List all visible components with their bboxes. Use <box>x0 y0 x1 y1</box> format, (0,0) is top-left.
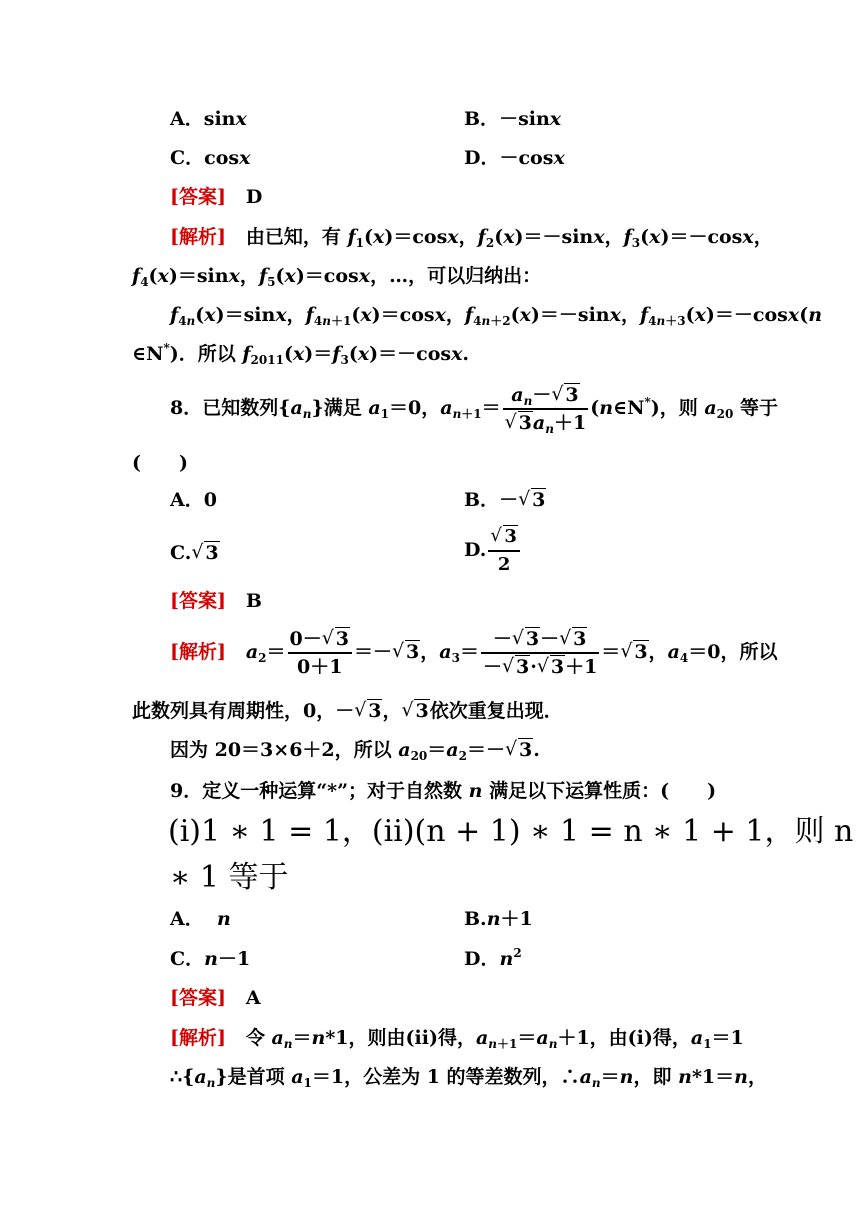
q8-stem: 8．已知数列$\{a_n\}$满足 $a_1=0$，$a_{n+1}=$ $a_n-√$ 3 √ $3a_n+1$ (n∈N*)，则 $a_{20}$ 等于 <box>170 382 778 436</box>
q9-answer: [答案] A <box>170 987 261 1009</box>
q8-analysis-line1: [解析] $a_2=$ $\frac{0-√ 3}{0+1}$ ＝－√ 3，$a_3=$ $\frac{-√ 3-√ 3}{-√ 3\cdot√ 3+1}$ ＝√ 3，$a_4=0$，所以 <box>170 626 777 680</box>
q9-property-line1: (ⅰ)1 ∗ 1 = 1，(ⅱ)(n + 1) ∗ 1 = n ∗ 1 + 1，则 n <box>168 814 854 849</box>
q9-option-d: D．$n^2$ <box>464 946 522 970</box>
q9-option-b: B.n＋1 <box>464 908 533 930</box>
q7-analysis-line2: $f_4(x)=\sin x$，$f_5(x)=\cos x$，…，可以归纳出： <box>132 265 542 289</box>
q9-property-line2: ∗ 1 等于 <box>170 860 289 895</box>
q7-option-d: D．－cosx <box>464 147 565 169</box>
q7-answer: [答案] D <box>170 186 263 208</box>
q8-option-a: A．0 <box>170 489 217 511</box>
q7-analysis-line3: $f_{4n}(x)=\sin x$，$f_{4n+1}(x)=\cos x$，$f_{4n+2}(x)=-\sin x$，$f_{4n+3}(x)=-\cos x(n$ <box>170 304 823 328</box>
analysis-tag: [解析] <box>170 641 226 663</box>
q7-option-b: B．－sinx <box>464 108 562 130</box>
analysis-tag: [解析] <box>170 226 226 248</box>
q7-analysis-line1: [解析] 由已知，有 $f_1(x)=\cos x$，$f_2(x)=-\sin x$，$f_3(x)=-\cos x$， <box>170 226 773 250</box>
q8-analysis-line2: 此数列具有周期性，0，－√ 3，√ 3依次重复出现． <box>132 698 563 724</box>
q9-analysis-line2: $\therefore\{a_n\}$是首项 $a_1=1$，公差为 1 的等差数列，$\therefore a_n=n$，即 n*1＝n， <box>170 1066 767 1090</box>
q9-option-c: C．n－1 <box>170 948 251 970</box>
q8-option-c: C.√ 3 <box>170 540 220 566</box>
recurrence-fraction: $a_n-√$ 3 √ $3a_n+1$ <box>503 382 589 436</box>
q9-option-a: A． n <box>170 908 231 930</box>
q7-option-c: C．cosx <box>170 147 251 169</box>
q8-answer: [答案] B <box>170 590 262 612</box>
q7-analysis-line4: ∈N*)．所以 $f_{2011}(x)=f_3(x)=-\cos x$. <box>132 341 470 367</box>
q9-analysis-line1: [解析] 令 $a_n=n*1$，则由(ii)得，$a_{n+1}=a_n+1$，由(i)得，$a_1=1$ <box>170 1027 744 1051</box>
answer-tag: [答案] <box>170 186 226 208</box>
analysis-tag: [解析] <box>170 1027 226 1049</box>
q9-stem: 9．定义一种运算“*”；对于自然数 n 满足以下运算性质：( ) <box>170 780 717 802</box>
q7-option-a: A．sinx <box>170 108 247 130</box>
q8-analysis-line3: 因为 20＝3×6＋2，所以 $a_{20}=a_2=-√$ 3. <box>170 737 540 763</box>
answer-tag: [答案] <box>170 590 226 612</box>
q8-option-d: D. √ $\frac{3}{2}$ <box>464 524 522 578</box>
q8-option-b: B．－√ 3 <box>464 487 546 513</box>
q8-paren: ( ) <box>132 452 188 474</box>
answer-tag: [答案] <box>170 987 226 1009</box>
